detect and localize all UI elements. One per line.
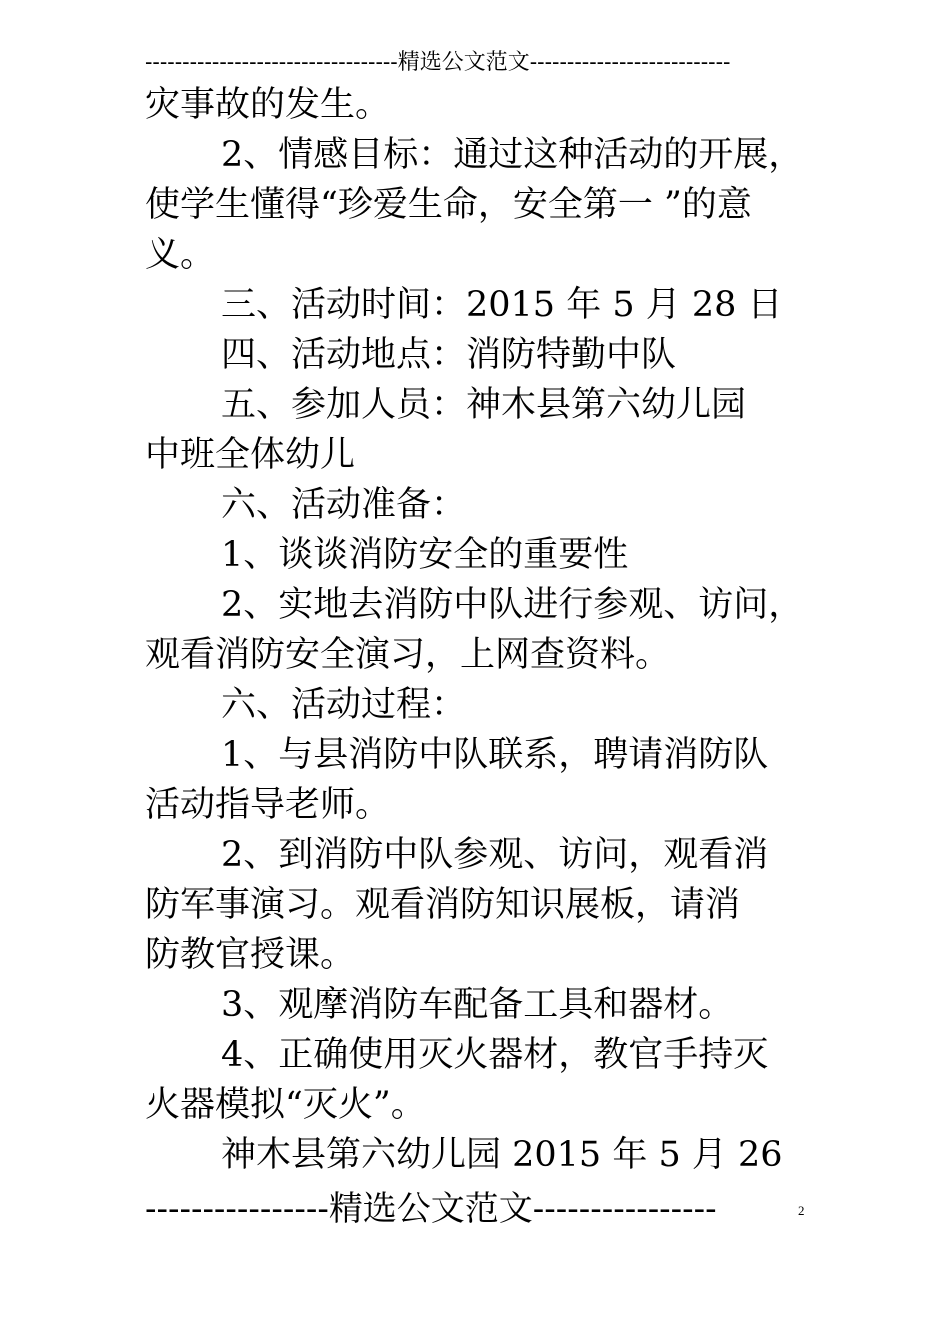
- paragraph-line: 六、活动准备：: [221, 485, 467, 525]
- paragraph-line: 观看消防安全演习，上网查资料。: [145, 635, 671, 675]
- paragraph-line: 防教官授课。: [145, 935, 356, 975]
- paragraph-line: 防军事演习。观看消防知识展板，请消: [145, 885, 741, 925]
- paragraph-line: 义。: [145, 235, 216, 275]
- paragraph-line: 1、谈谈消防安全的重要性: [221, 535, 629, 575]
- paragraph-line: 六、活动过程：: [221, 685, 467, 725]
- page-number: 2: [798, 1203, 805, 1218]
- paragraph-line: 2、实地去消防中队进行参观、访问，: [221, 585, 804, 625]
- page-header: ----------------------------------精选公文范文---------------------------: [145, 50, 731, 75]
- paragraph-line: 中班全体幼儿: [145, 435, 356, 475]
- document-body: [145, 80, 815, 1180]
- page-footer: ----------------精选公文范文----------------: [145, 1189, 717, 1229]
- paragraph-line: 五、参加人员：神木县第六幼儿园: [221, 385, 747, 425]
- paragraph-line: 使学生懂得“珍爱生命，安全第一 ”的意: [145, 185, 752, 225]
- paragraph-line: 3、观摩消防车配备工具和器材。: [221, 985, 734, 1025]
- paragraph-line: 1、与县消防中队联系，聘请消防队: [221, 735, 769, 775]
- paragraph-line: 火器模拟“灭火”。: [145, 1085, 426, 1125]
- paragraph-line: 2、情感目标：通过这种活动的开展，: [221, 135, 804, 175]
- paragraph-line: 四、活动地点：消防特勤中队: [221, 335, 677, 375]
- paragraph-line: 2、到消防中队参观、访问，观看消: [221, 835, 769, 875]
- paragraph-line: 活动指导老师。: [145, 785, 391, 825]
- paragraph-line: 神木县第六幼儿园 2015 年 5 月 26: [221, 1135, 783, 1175]
- paragraph-line: 灾事故的发生。: [145, 85, 391, 125]
- paragraph-line: 三、活动时间：2015 年 5 月 28 日: [221, 285, 783, 325]
- paragraph-line: 4、正确使用灭火器材，教官手持灭: [221, 1035, 769, 1075]
